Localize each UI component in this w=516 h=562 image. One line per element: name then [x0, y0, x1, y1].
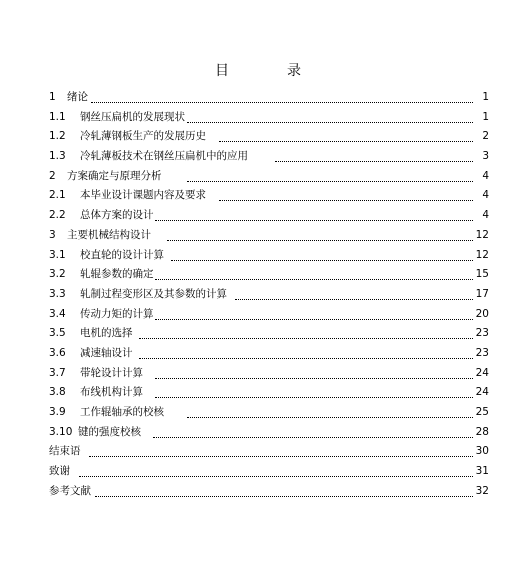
toc-entry-label: 结束语	[49, 442, 82, 462]
toc-entry-label: 校直轮的设计计算	[80, 246, 165, 266]
toc-entry[interactable]	[49, 482, 489, 502]
toc-entry[interactable]	[49, 324, 489, 344]
toc-entry[interactable]	[49, 423, 489, 443]
toc-entry[interactable]	[49, 364, 489, 384]
toc-entry-label: 布线机构计算	[80, 383, 144, 403]
toc-entry[interactable]	[49, 246, 489, 266]
toc-dot-leader	[219, 139, 473, 142]
toc-dot-leader	[139, 356, 473, 359]
toc-entry[interactable]	[49, 147, 489, 167]
toc-entry-page: 30	[474, 442, 489, 462]
toc-entry-label: 钢丝压扁机的发展现状	[80, 108, 186, 128]
toc-dot-leader	[155, 218, 473, 221]
toc-entry-label: 本毕业设计课题内容及要求	[80, 186, 207, 206]
toc-entry-number: 3.4	[49, 307, 66, 320]
toc-entry-label: 键的强度校核	[78, 423, 142, 443]
toc-dot-leader	[187, 179, 473, 182]
toc-entry-page: 31	[474, 462, 489, 482]
toc-entry-label: 减速轴设计	[80, 344, 134, 364]
toc-entry[interactable]	[49, 442, 489, 462]
toc-entry-number: 2.2	[49, 209, 66, 222]
toc-dot-leader	[139, 336, 473, 339]
toc-dot-leader	[155, 317, 473, 320]
toc-dot-leader	[275, 159, 473, 162]
toc-entry-page: 23	[474, 344, 489, 364]
toc-entry-page: 28	[474, 423, 489, 443]
toc-entry-number: 2	[49, 169, 56, 182]
toc-entry-number: 3.7	[49, 366, 66, 379]
toc-entry-page: 2	[480, 127, 489, 147]
toc-entry[interactable]	[49, 226, 489, 246]
toc-entry-label: 方案确定与原理分析	[67, 167, 163, 187]
toc-entry-label: 冷轧薄钢板生产的发展历史	[80, 127, 207, 147]
toc-entry[interactable]	[49, 403, 489, 423]
toc-dot-leader	[155, 376, 473, 379]
toc-entry-number: 2.1	[49, 189, 66, 202]
toc-entry[interactable]	[49, 206, 489, 226]
toc-entry-label: 工作辊轴承的校核	[80, 403, 165, 423]
toc-entry-label: 总体方案的设计	[80, 206, 155, 226]
toc-dot-leader	[91, 100, 473, 103]
toc-entry-page: 4	[480, 206, 489, 226]
toc-dot-leader	[187, 415, 473, 418]
toc-entry-label: 轧制过程变形区及其参数的计算	[80, 285, 228, 305]
toc-entry-number: 1.1	[49, 110, 66, 123]
toc-entry-page: 12	[474, 226, 489, 246]
toc-dot-leader	[167, 238, 473, 241]
toc-entry-page: 12	[474, 246, 489, 266]
toc-entry-label: 电机的选择	[80, 324, 134, 344]
toc-entry-page: 4	[480, 167, 489, 187]
toc-entry-number: 3	[49, 228, 56, 241]
toc-dot-leader	[235, 297, 473, 300]
toc-entry-page: 1	[480, 108, 489, 128]
toc-entry-number: 3.9	[49, 406, 66, 418]
toc-dot-leader	[95, 494, 473, 497]
toc-entry[interactable]	[49, 383, 489, 403]
toc-entry-label: 绪论	[67, 88, 89, 108]
toc-entry-page: 24	[474, 383, 489, 403]
toc-entry[interactable]	[49, 344, 489, 364]
toc-entry-page: 4	[480, 186, 489, 206]
toc-entry[interactable]	[49, 88, 489, 108]
toc-entry-label: 传动力矩的计算	[80, 305, 155, 325]
page-title: 目 录	[215, 63, 323, 79]
toc-entry-page: 20	[474, 305, 489, 325]
toc-entry-number: 1.2	[49, 130, 66, 143]
toc-entry-page: 3	[480, 147, 489, 167]
toc-entry-label: 参考文献	[49, 482, 92, 502]
toc-entry-label: 轧辊参数的确定	[80, 265, 155, 285]
toc-entry[interactable]	[49, 462, 489, 482]
table-of-contents	[49, 88, 489, 501]
toc-entry-label: 主要机械结构设计	[67, 226, 152, 246]
toc-dot-leader	[79, 474, 473, 477]
toc-entry-page: 23	[474, 324, 489, 344]
toc-entry[interactable]	[49, 285, 489, 305]
toc-dot-leader	[171, 258, 473, 261]
toc-dot-leader	[153, 435, 473, 438]
toc-entry-label: 带轮设计计算	[80, 364, 144, 384]
toc-entry[interactable]	[49, 265, 489, 285]
toc-dot-leader	[155, 277, 473, 280]
toc-entry[interactable]	[49, 186, 489, 206]
toc-entry-number: 3.6	[49, 346, 66, 359]
toc-entry-page: 25	[474, 403, 489, 423]
toc-entry[interactable]	[49, 127, 489, 147]
toc-entry-number: 1.3	[49, 150, 66, 163]
toc-entry[interactable]	[49, 108, 489, 128]
toc-entry-number: 3.3	[49, 287, 66, 300]
toc-entry[interactable]	[49, 305, 489, 325]
toc-entry-number: 3.10	[49, 425, 73, 438]
toc-dot-leader	[187, 120, 473, 123]
toc-entry-page: 17	[474, 285, 489, 305]
toc-entry-number: 3.2	[49, 268, 66, 281]
toc-entry-page: 32	[474, 482, 489, 502]
toc-entry-page: 15	[474, 265, 489, 285]
toc-entry-number: 3.5	[49, 327, 66, 340]
toc-entry-number: 1	[49, 91, 56, 103]
toc-entry-page: 24	[474, 364, 489, 384]
toc-entry-label: 致谢	[49, 462, 71, 482]
toc-dot-leader	[219, 198, 473, 201]
toc-entry-label: 冷轧薄板技术在钢丝压扁机中的应用	[80, 147, 249, 167]
toc-entry-number: 3.8	[49, 386, 66, 399]
toc-entry[interactable]	[49, 167, 489, 187]
toc-dot-leader	[155, 395, 473, 398]
toc-entry-number: 3.1	[49, 248, 66, 261]
toc-dot-leader	[89, 454, 473, 457]
toc-entry-page: 1	[480, 88, 489, 108]
